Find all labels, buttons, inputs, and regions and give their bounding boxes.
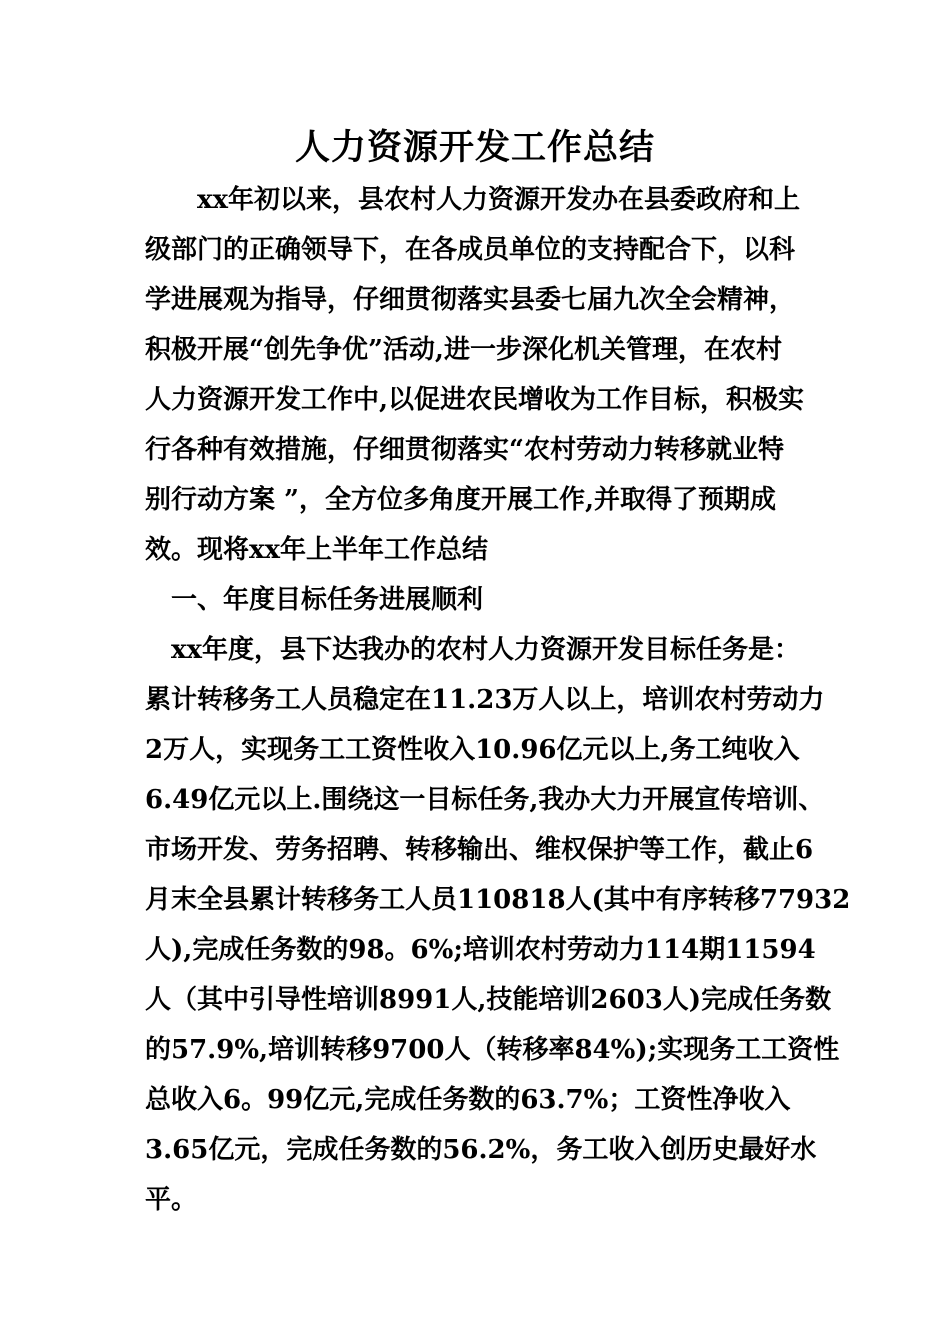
paragraph-line: 平。 (145, 1185, 198, 1215)
paragraph-line: 人力资源开发工作中,以促进农民增收为工作目标，积极实 (145, 385, 805, 415)
paragraph-line: 级部门的正确领导下，在各成员单位的支持配合下，以科 (145, 235, 796, 265)
paragraph-line: 3.65亿元，完成任务数的56.2%，务工收入创历史最好水 (145, 1135, 817, 1165)
paragraph-line: 市场开发、劳务招聘、转移输出、维权保护等工作，截止6 (145, 835, 814, 865)
paragraph-line: 积极开展“创先争优”活动,进一步深化机关管理，在农村 (145, 335, 782, 365)
paragraph-line: 行各种有效措施，仔细贯彻落实“农村劳动力转移就业特 (145, 435, 784, 465)
paragraph-line: 总收入6。99亿元,完成任务数的63.7%；工资性净收入 (145, 1085, 791, 1115)
paragraph-line: 效。现将xx年上半年工作总结 (145, 535, 489, 565)
paragraph-line: 2万人，实现务工工资性收入10.96亿元以上,务工纯收入 (145, 735, 800, 765)
paragraph-line: 月末全县累计转移务工人员110818人(其中有序转移77932 (145, 885, 851, 915)
paragraph-line: 别行动方案 ”，全方位多角度开展工作,并取得了预期成 (145, 485, 777, 515)
section-heading: 一、年度目标任务进展顺利 (171, 585, 484, 615)
paragraph-line: 6.49亿元以上.围绕这一目标任务,我办大力开展宣传培训、 (145, 785, 825, 815)
paragraph-line: 人（其中引导性培训8991人,技能培训2603人)完成任务数 (145, 985, 832, 1015)
paragraph-line: 人),完成任务数的98。6%;培训农村劳动力114期11594 (145, 935, 816, 965)
paragraph-line: 的57.9%,培训转移9700人（转移率84%);实现务工工资性 (145, 1035, 840, 1065)
paragraph-line: 学进展观为指导，仔细贯彻落实县委七届九次全会精神， (145, 285, 796, 315)
paragraph-line: xx年初以来，县农村人力资源开发办在县委政府和上 (197, 185, 801, 215)
paragraph-line: xx年度，县下达我办的农村人力资源开发目标任务是： (171, 635, 801, 665)
document-title: 人力资源开发工作总结 (294, 127, 655, 168)
paragraph-line: 累计转移务工人员稳定在11.23万人以上，培训农村劳动力 (145, 685, 825, 715)
